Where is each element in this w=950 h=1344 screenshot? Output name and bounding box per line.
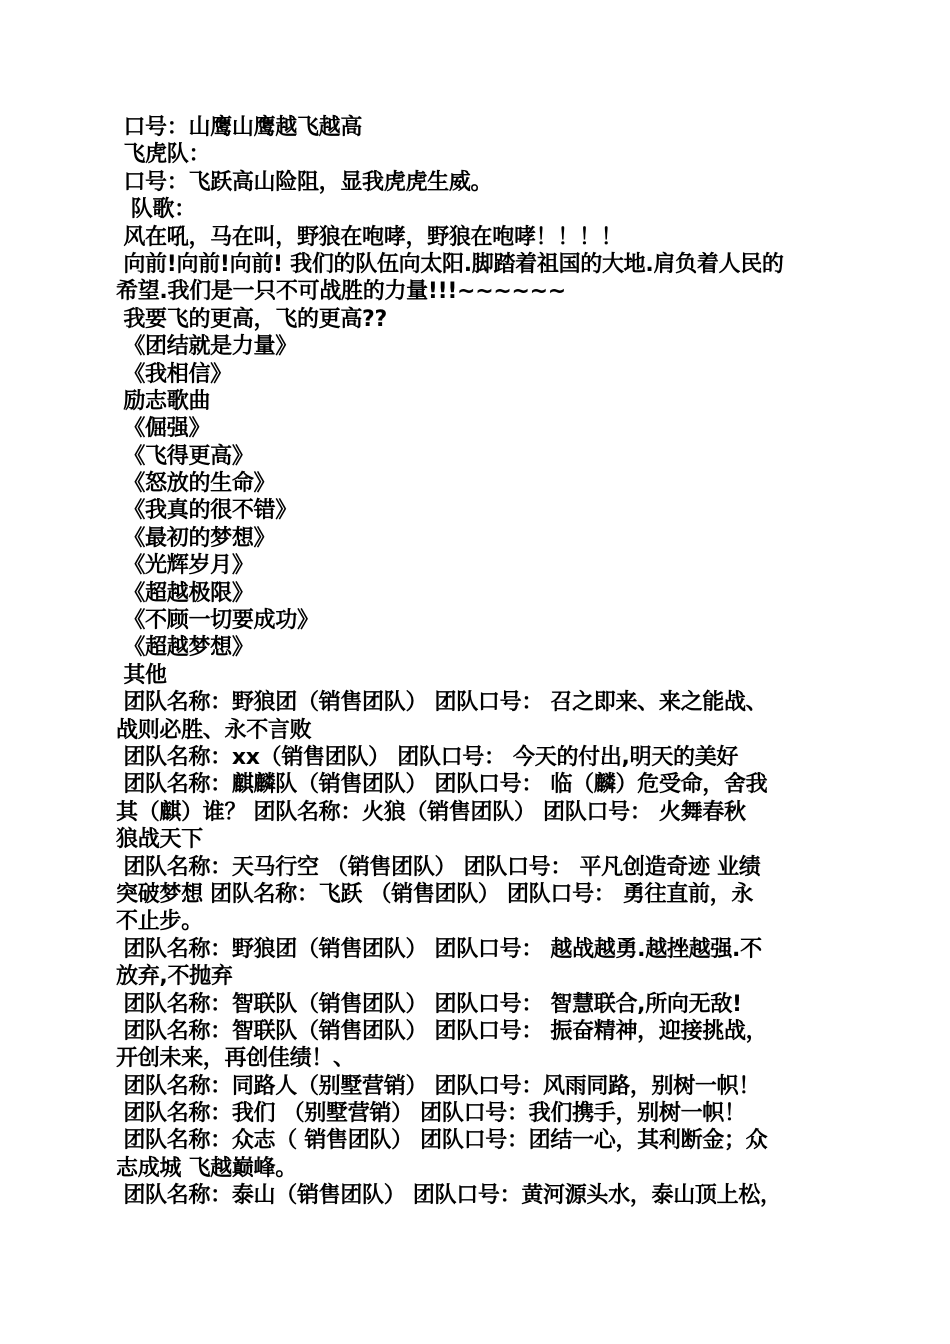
song-title: 《超越极限》: [116, 580, 254, 606]
team-entry-line: 团队名称：野狼团（销售团队） 团队口号： 召之即来、来之能战、: [116, 690, 768, 716]
team-entry-line: 团队名称：野狼团（销售团队） 团队口号： 越战越勇.越挫越强.不: [116, 936, 762, 962]
song-title: 《光辉岁月》: [116, 553, 254, 579]
team-entry-line: 狼战天下: [116, 827, 203, 853]
team-entry-line: 团队名称：同路人（别墅营销） 团队口号：风雨同路，别树一帜！: [116, 1073, 761, 1099]
song-title: 《最初的梦想》: [116, 525, 276, 551]
team-entry-line: 团队名称：智联队（销售团队） 团队口号： 智慧联合,所向无敌!: [116, 991, 742, 1017]
team-entry-line: 开创未来，再创佳绩！、: [116, 1046, 355, 1072]
text-line: 口号：飞跃高山险阻，显我虎虎生威。: [116, 169, 493, 195]
song-title: 《超越梦想》: [116, 635, 254, 661]
text-line: 队歌：: [116, 197, 196, 223]
team-entry-line: 团队名称：我们 （别墅营销） 团队口号：我们携手，别树一帜！: [116, 1101, 746, 1127]
song-title: 《不顾一切要成功》: [116, 608, 319, 634]
text-line: 我要飞的更高，飞的更高??: [116, 306, 387, 332]
text-line: 口号：山鹰山鹰越飞越高: [116, 115, 363, 140]
team-entry-line: 战则必胜、永不言败: [116, 717, 312, 743]
text-line: 希望.我们是一只不可战胜的力量!!!~~~~~~: [116, 279, 566, 305]
section-heading: 其他: [116, 662, 167, 688]
team-entry-line: 团队名称：众志（ 销售团队） 团队口号：团结一心，其利断金；众: [116, 1128, 768, 1154]
song-title: 《团结就是力量》: [116, 334, 297, 360]
song-title: 《我真的很不错》: [116, 498, 297, 524]
section-heading: 励志歌曲: [116, 388, 211, 414]
team-entry-line: 突破梦想 团队名称：飞跃 （销售团队） 团队口号： 勇往直前，永: [116, 881, 754, 907]
team-entry-line: 团队名称：泰山（销售团队） 团队口号：黄河源头水，泰山顶上松，: [116, 1183, 782, 1209]
team-entry-line: 团队名称：智联队（销售团队） 团队口号： 振奋精神，迎接挑战，: [116, 1018, 768, 1044]
song-title: 《倔强》: [116, 416, 211, 442]
text-line: 风在吼，马在叫，野狼在咆哮，野狼在咆哮！！！！: [116, 224, 623, 250]
team-entry-line: 团队名称：天马行空 （销售团队） 团队口号： 平凡创造奇迹 业绩: [116, 854, 761, 880]
team-entry-line: 放弃,不抛弃: [116, 964, 233, 990]
song-title: 《我相信》: [116, 361, 232, 387]
document-body: [116, 114, 838, 1210]
text-line: 飞虎队：: [116, 142, 211, 168]
team-entry-line: 团队名称：麒麟队（销售团队） 团队口号： 临（麟）危受命，舍我: [116, 772, 768, 798]
song-title: 《怒放的生命》: [116, 471, 276, 497]
team-entry-line: 其（麒）谁？ 团队名称：火狼（销售团队） 团队口号： 火舞春秋: [116, 799, 746, 825]
team-entry-line: 志成城 飞越巅峰。: [116, 1155, 297, 1181]
song-title: 《飞得更高》: [116, 443, 254, 469]
team-entry-line: 团队名称：xx（销售团队） 团队口号： 今天的付出,明天的美好: [116, 744, 739, 770]
team-entry-line: 不止步。: [116, 909, 203, 935]
text-line: 向前!向前!向前! 我们的队伍向太阳.脚踏着祖国的大地.肩负着人民的: [116, 251, 784, 277]
